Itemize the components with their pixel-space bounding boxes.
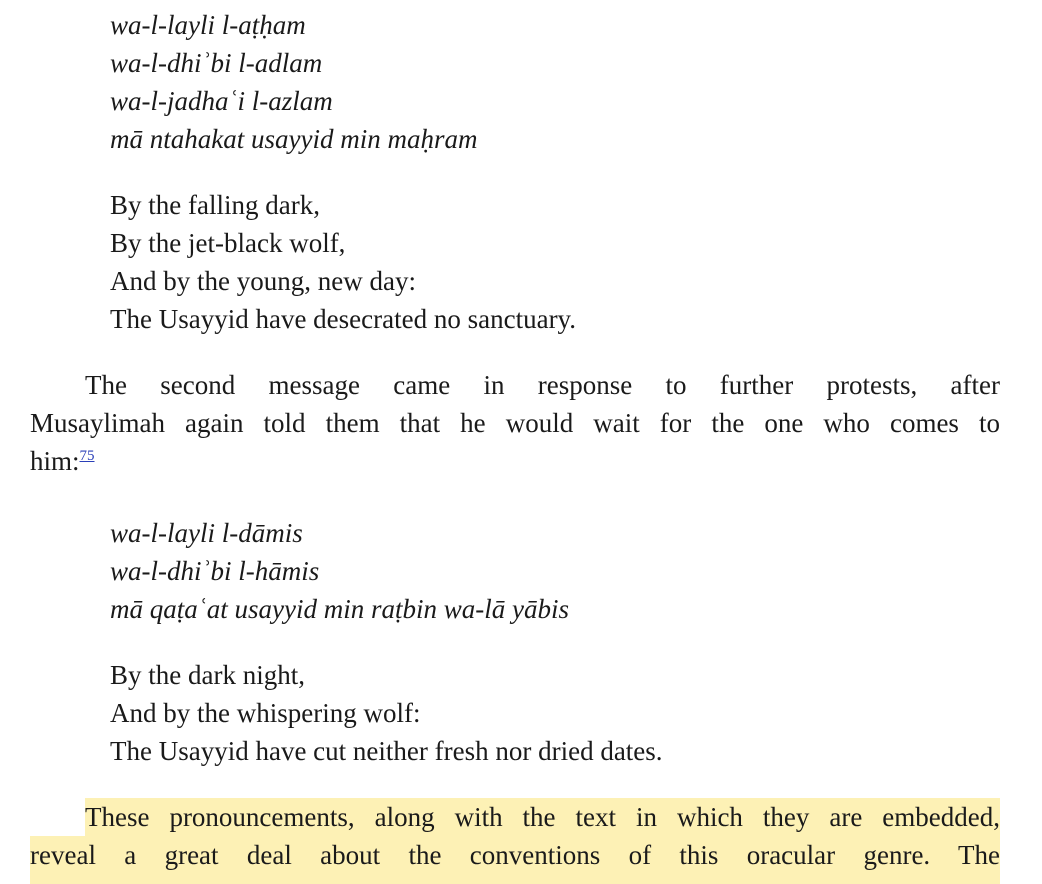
verse2-translit-line-2: wa-l-dhiʾbi l-hāmis [110, 556, 320, 586]
paragraph1-line-1: The second message came in response to further protests, after [85, 370, 1000, 400]
verse1-english-line-3: And by the young, new day: [110, 266, 416, 296]
body-paragraph-2-highlighted[interactable] [30, 798, 1000, 884]
verse1-english-line-2: By the jet-black wolf, [110, 228, 346, 258]
verse1-translit-line-4: mā ntahakat usayyid min maḥram [110, 124, 478, 154]
paragraph2-line-1-wrap [30, 798, 1000, 836]
paragraph1-line-3-text: him: [30, 446, 80, 476]
verse2-english-line-1: By the dark night, [110, 660, 305, 690]
verse1-translit-line-3: wa-l-jadhaʿi l-azlam [110, 86, 333, 116]
verse2-translit-line-3: mā qaṭaʿat usayyid min raṭbin wa-lā yābis [110, 594, 569, 624]
paragraph2-line-3-partial [30, 874, 1000, 884]
paragraph1-line-3 [30, 442, 1000, 480]
verse1-english-line-4: The Usayyid have desecrated no sanctuary. [110, 304, 577, 334]
body-paragraph-1 [30, 366, 1000, 480]
verse1-english-line-1: By the falling dark, [110, 190, 320, 220]
paragraph2-line-2[interactable]: reveal a great deal about the conventions of this oracular genre. The [30, 836, 1000, 874]
verse1-translit-line-2: wa-l-dhiʾbi l-adlam [110, 48, 323, 78]
verse2-translit-line-1: wa-l-layli l-dāmis [110, 518, 303, 548]
footnote-link-75[interactable]: 75 [79, 448, 95, 464]
verse2-english-line-2: And by the whispering wolf: [110, 698, 421, 728]
verse2-english-line-3: The Usayyid have cut neither fresh nor dried dates. [110, 736, 663, 766]
verse1-translit-line-1: wa-l-layli l-aṭḥam [110, 10, 306, 40]
paragraph1-line-2: Musaylimah again told them that he would wait for the one who comes to [30, 408, 1000, 438]
paragraph2-line-1[interactable]: These pronouncements, along with the text in which they are embedded, [85, 798, 1000, 836]
